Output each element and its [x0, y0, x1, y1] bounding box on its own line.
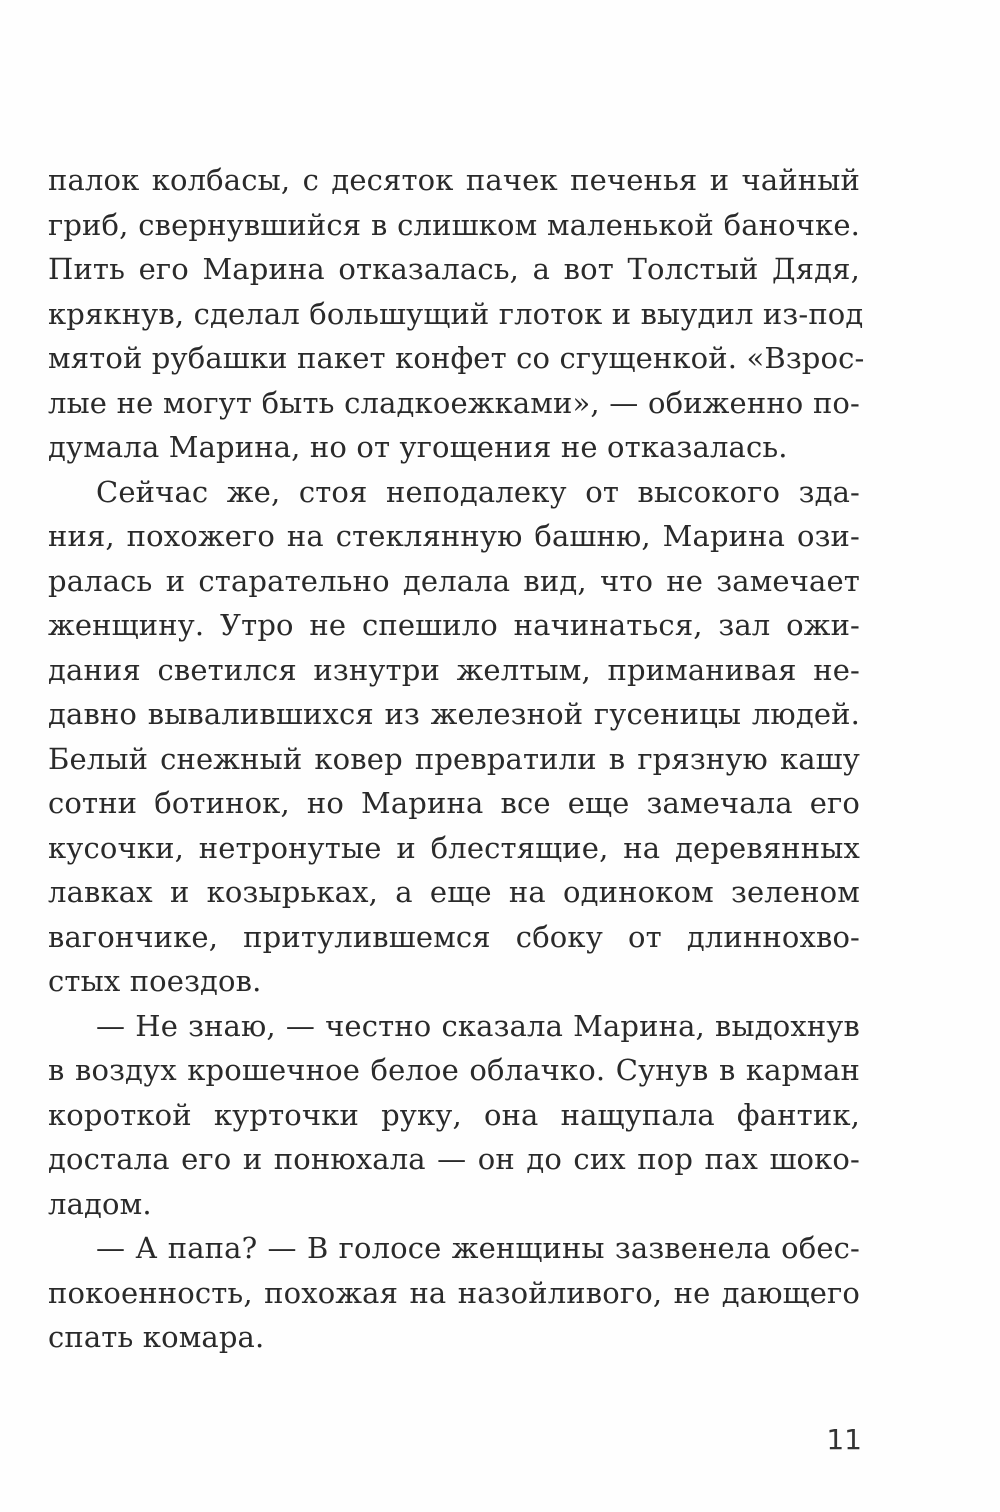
- text-line: крякнув, сделал большущий глоток и выудил из-под: [48, 296, 864, 331]
- text-line: дания светился изнутри желтым, приманивая не-: [48, 652, 860, 687]
- text-line: ралась и старательно делала вид, что не замечает: [48, 563, 860, 598]
- text-line: кусочки, нетронутые и блестящие, на деревянных: [48, 830, 860, 865]
- text-line: спать комара.: [48, 1320, 265, 1354]
- text-line: думала Марина, но от угощения не отказалась.: [48, 430, 788, 464]
- text-line: вагончике, притулившемся сбоку от длиннохво-: [48, 919, 860, 954]
- text-line: — Не знаю, — честно сказала Марина, выдохнув: [96, 1008, 860, 1043]
- text-line: женщину. Утро не спешило начинаться, зал ожи-: [48, 608, 860, 642]
- text-line: сотни ботинок, но Марина все еще замечала его: [48, 786, 860, 820]
- body-text: [48, 158, 865, 1360]
- text-line: ния, похожего на стеклянную башню, Марина ози-: [48, 519, 860, 553]
- text-line: лые не могут быть сладкоежками», — обиженно по-: [48, 385, 860, 420]
- text-line: лавках и козырьках, а еще на одиноком зеленом: [48, 875, 860, 909]
- text-line: мятой рубашки пакет конфет со сгущенкой. «Взрос-: [48, 341, 865, 375]
- text-line: в воздух крошечное белое облачко. Сунув в карман: [48, 1053, 860, 1087]
- text-line: Белый снежный ковер превратили в грязную кашу: [48, 741, 860, 776]
- text-line: достала его и понюхала — он до сих пор пах шоко-: [48, 1142, 860, 1176]
- page-number: 11: [826, 1423, 862, 1456]
- text-line: стых поездов.: [48, 964, 262, 998]
- text-line: давно вывалившихся из железной гусеницы людей.: [48, 697, 860, 731]
- text-line: короткой курточки руку, она нащупала фантик,: [48, 1097, 860, 1132]
- text-line: гриб, свернувшийся в слишком маленькой баночке.: [48, 207, 860, 242]
- text-line: Пить его Марина отказалась, а вот Толстый Дядя,: [48, 252, 860, 286]
- text-line: покоенность, похожая на назойливого, не дающего: [48, 1275, 860, 1310]
- text-line: ладом.: [48, 1186, 152, 1221]
- text-line: Сейчас же, стоя неподалеку от высокого зда-: [96, 474, 860, 509]
- text-line: палок колбасы, с десяток пачек печенья и чайный: [48, 163, 860, 197]
- text-line: — А папа? — В голосе женщины зазвенела обес-: [96, 1231, 860, 1265]
